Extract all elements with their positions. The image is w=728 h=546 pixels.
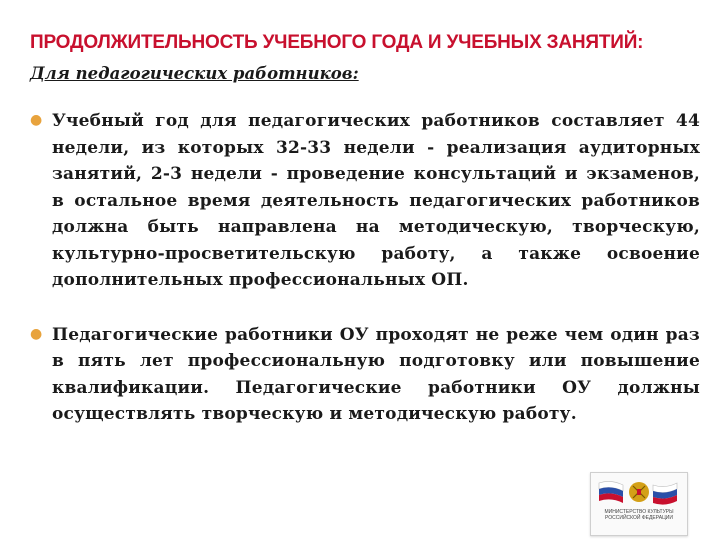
logo-caption	[591, 509, 687, 521]
bullet-point-icon: ●	[30, 325, 43, 342]
bullet-item	[30, 322, 700, 428]
bullet-text: Учебный год для педагогических работников составляет 44 недели, из которых 32-33 недели - реализация аудиторных занятий, 2-3 недели - проведение консультаций и экзаменов, в остальное время деятельность педагогических работников должна быть направлена на методическую, творческую, культурно-просветительскую работу, а также освоение дополнительных профессиональных ОП.	[52, 111, 700, 290]
slide-title: ПРОДОЛЖИТЕЛЬНОСТЬ УЧЕБНОГО ГОДА И УЧЕБНЫХ ЗАНЯТИЙ:	[30, 32, 644, 53]
bullet-text: Педагогические работники ОУ проходят не реже чем один раз в пять лет профессиональную подготовку или повышение квалификации. Педагогические работники ОУ должны осуществлять творческую и методическую работу.	[52, 324, 700, 424]
logo-caption-line: РОССИЙСКОЙ ФЕДЕРАЦИИ	[605, 515, 673, 521]
ministry-logo	[590, 472, 688, 536]
bullet-item	[30, 108, 700, 294]
bullet-point-icon: ●	[30, 112, 43, 128]
logo-caption-line: МИНИСТЕРСТВО КУЛЬТУРЫ	[604, 509, 674, 515]
ministry-emblem-icon	[597, 477, 681, 509]
bullet-list	[30, 108, 700, 428]
slide-subtitle: Для педагогических работников:	[30, 64, 359, 83]
